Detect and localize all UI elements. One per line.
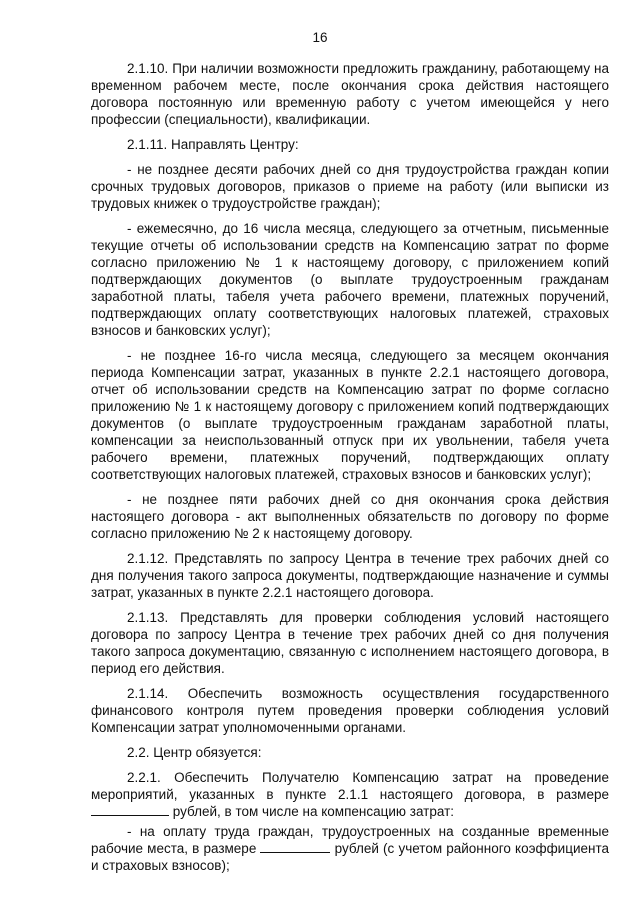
clause-2-2-1-text-end: рублей, в том числе на компенсацию затрат: <box>169 804 454 819</box>
clause-2-1-11-item-monthly-reports: - ежемесячно, до 16 числа месяца, следующего за отчетным, письменные текущие отчеты об использовании средств на Компенсацию затрат по форме согласно приложению № 1 к настоящему договору, с приложением копий подтверждающих документов (о выплате трудоустроенным гражданам заработной платы, табеля учета рабочего времени, платежных поручений, подтверждающих оплату соответствующих налоговых платежей, страховых взносов и банковских услуг); <box>91 221 609 338</box>
clause-2-1-10: 2.1.10. При наличии возможности предложить гражданину, работающему на временном рабочем месте, после окончания срока действия настоящего договора постоянную или временную работу с учетом имеющейся у него профессии (специальности), квалификации. <box>91 61 609 127</box>
clause-2-2-1-item-wages-end: рублей (с учетом районного коэффициента и страховых взносов); <box>91 841 609 873</box>
amount-blank-total <box>91 803 169 816</box>
amount-blank-wages <box>260 840 330 853</box>
clause-2-1-11: 2.1.11. Направлять Центру: <box>127 137 299 152</box>
page-number: 16 <box>312 30 328 45</box>
clause-2-1-13: 2.1.13. Представлять для проверки соблюдения условий настоящего договора по запросу Центра в течение трех рабочих дней со дня получения такого запроса документацию, связанную с исполнением настоящего договора, в период его действия. <box>91 610 609 676</box>
clause-2-2-1-item-wages-start: - на оплату труда граждан, трудоустроенных на созданные временные рабочие места, в размере <box>91 824 609 856</box>
clause-2-2-1 <box>91 769 609 820</box>
clause-2-1-14: 2.1.14. Обеспечить возможность осуществления государственного финансового контроля путем проведения проверки соблюдения условий Компенсации затрат уполномоченными органами. <box>91 686 609 735</box>
clause-2-2-1-item-wages <box>91 823 609 874</box>
clause-2-1-12: 2.1.12. Представлять по запросу Центра в течение трех рабочих дней со дня получения такого запроса документы, подтверждающие назначение и суммы затрат, указанных в пункте 2.2.1 настоящего договора. <box>91 551 609 600</box>
clause-2-1-11-item-copies: - не позднее десяти рабочих дней со дня трудоустройства граждан копии срочных трудовых договоров, приказов о приеме на работу (или выписки из трудовых книжек о трудоустройстве граждан); <box>91 162 609 211</box>
clause-2-1-11-item-act: - не позднее пяти рабочих дней со дня окончания срока действия настоящего договора - акт выполненных обязательств по договору по форме согласно приложению № 2 к настоящему договору. <box>91 492 609 541</box>
clause-2-1-11-item-final-report: - не позднее 16-го числа месяца, следующего за месяцем окончания периода Компенсации затрат, указанных в пункте 2.2.1 настоящего договора, отчет об использовании средств на Компенсацию затрат по форме согласно приложению № 1 к настоящему договору с приложением копий подтверждающих документов (о выплате трудоустроенным гражданам заработной платы, компенсации за неиспользованный отпуск при их увольнении, табеля учета рабочего времени, платежных поручений, подтверждающих оплату соответствующих налоговых платежей, страховых взносов и банковских услуг); <box>91 348 609 482</box>
document-body <box>91 60 609 882</box>
clause-2-2-1-text-start: 2.2.1. Обеспечить Получателю Компенсацию затрат на проведение мероприятий, указанных в пункте 2.1.1 настоящего договора, в размере <box>91 770 609 802</box>
clause-2-2: 2.2. Центр обязуется: <box>127 745 262 760</box>
